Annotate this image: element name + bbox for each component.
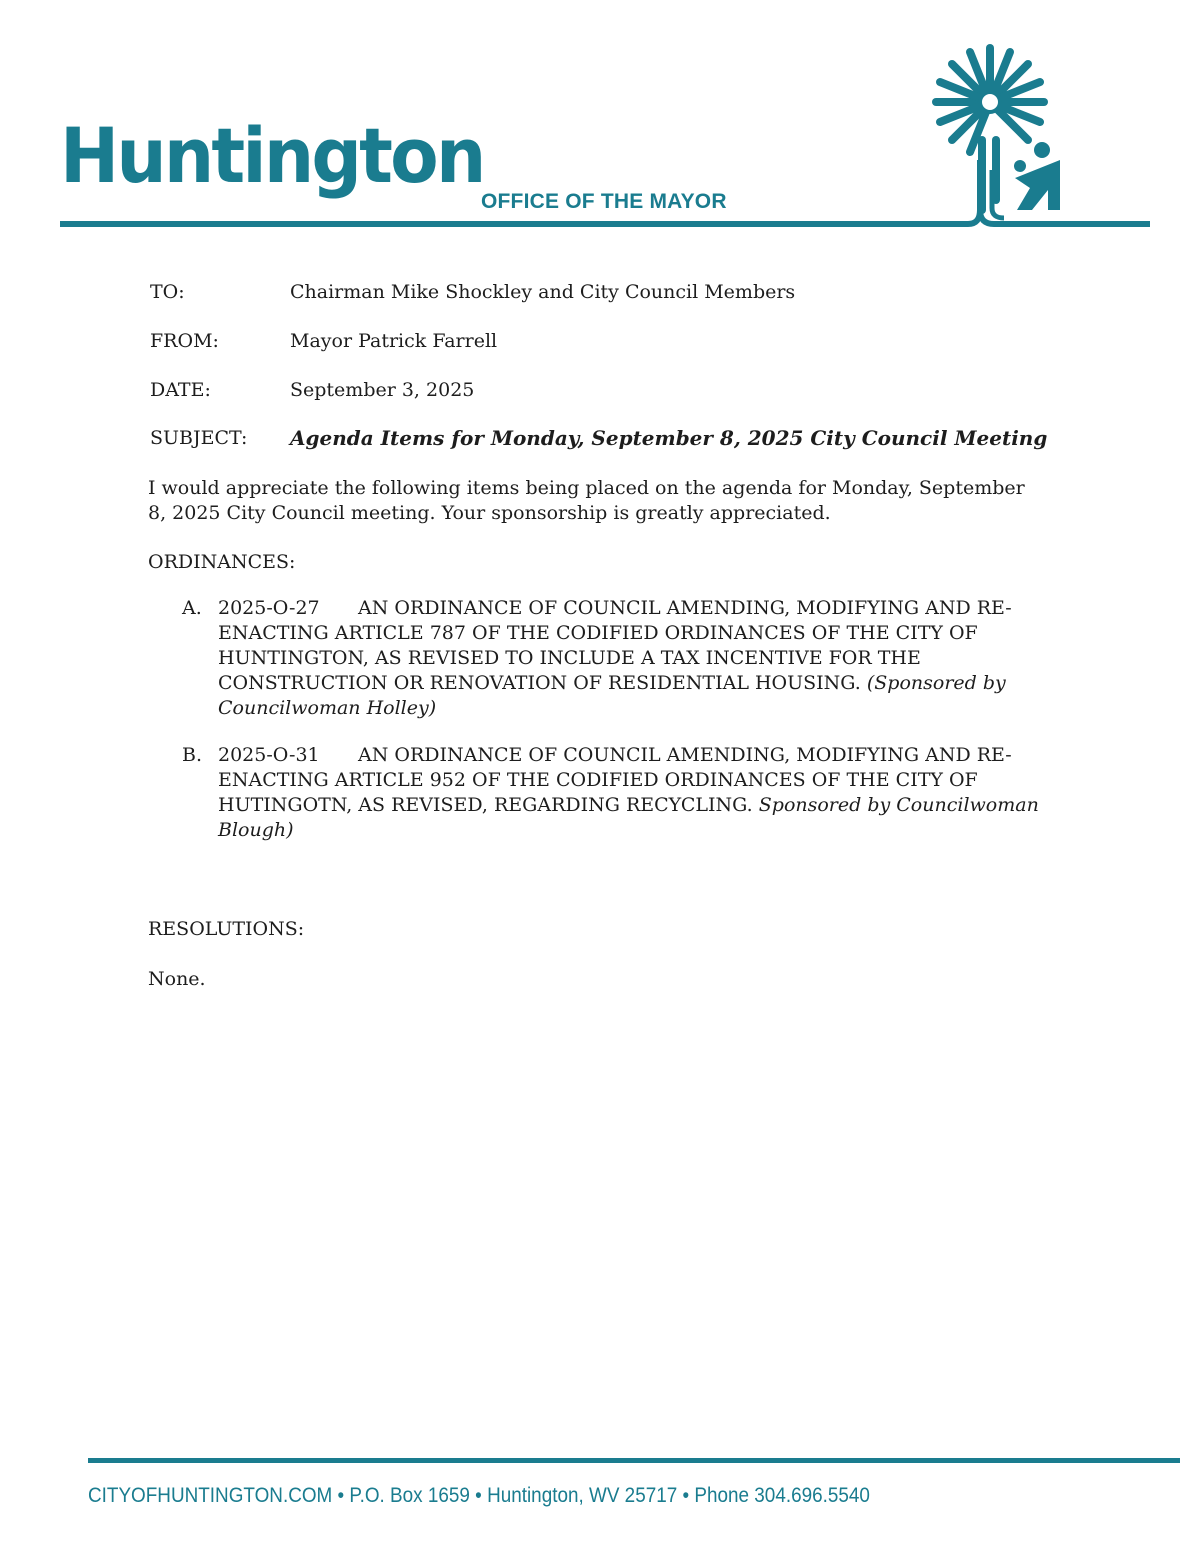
from-value: Mayor Patrick Farrell xyxy=(290,330,498,352)
footer-po-box: P.O. Box 1659 xyxy=(349,1484,470,1507)
intro-paragraph: I would appreciate the following items being placed on the agenda for Monday, September 8, 2025 City Council meeting. Your sponsorship is greatly appreciated. xyxy=(148,477,1025,524)
ordinance-letter: A. xyxy=(182,597,202,619)
footer-rule-line xyxy=(88,1458,1180,1463)
resolutions-body: None. xyxy=(148,968,206,990)
ordinance-number: 2025-O-31 xyxy=(218,744,320,766)
ordinances-heading: ORDINANCES: xyxy=(148,551,296,573)
subject-value: Agenda Items for Monday, September 8, 2025 City Council Meeting xyxy=(290,426,1048,450)
to-label: TO: xyxy=(150,281,185,303)
date-label: DATE: xyxy=(150,379,211,401)
ordinance-item-b xyxy=(182,743,1062,843)
footer-website: CITYOFHUNTINGTON.COM xyxy=(88,1484,333,1507)
ordinance-sponsor: Sponsored by Councilwoman Blough) xyxy=(218,794,1039,841)
footer-city: Huntington, WV 25717 xyxy=(487,1484,678,1507)
ordinance-text: AN ORDINANCE OF COUNCIL AMENDING, MODIFYING AND RE-ENACTING ARTICLE 952 OF THE CODIFIED ORDINANCES OF THE CITY OF HUTINGOTN, AS REVISED, REGARDING RECYCLING. xyxy=(218,744,1012,816)
footer-contact xyxy=(88,1484,870,1508)
ordinance-sponsor: (Sponsored by Councilwoman Holley) xyxy=(218,672,1006,719)
from-label: FROM: xyxy=(150,330,219,352)
ordinance-text: AN ORDINANCE OF COUNCIL AMENDING, MODIFYING AND RE-ENACTING ARTICLE 787 OF THE CODIFIED ORDINANCES OF THE CITY OF HUNTINGTON, AS REVISED TO INCLUDE A TAX INCENTIVE FOR THE CONSTRUCTION OR RENOVATION OF RESIDENTIAL HOUSING. xyxy=(218,597,1012,694)
subject-label: SUBJECT: xyxy=(150,427,248,449)
ordinance-item-a xyxy=(182,596,1062,721)
to-value: Chairman Mike Shockley and City Council Members xyxy=(290,281,796,303)
ordinance-number: 2025-O-27 xyxy=(218,597,320,619)
office-of-the-mayor: OFFICE OF THE MAYOR xyxy=(481,190,727,213)
snowflake-tree-people-emblem-icon xyxy=(920,40,1070,220)
footer-separator: • xyxy=(682,1484,690,1507)
footer-separator: • xyxy=(475,1484,482,1507)
footer-separator: • xyxy=(337,1484,345,1507)
footer-phone: Phone 304.696.5540 xyxy=(694,1484,870,1507)
resolutions-heading: RESOLUTIONS: xyxy=(148,918,305,940)
date-value: September 3, 2025 xyxy=(290,379,475,401)
ordinance-letter: B. xyxy=(182,744,203,766)
huntington-logo: Huntington xyxy=(60,111,484,200)
